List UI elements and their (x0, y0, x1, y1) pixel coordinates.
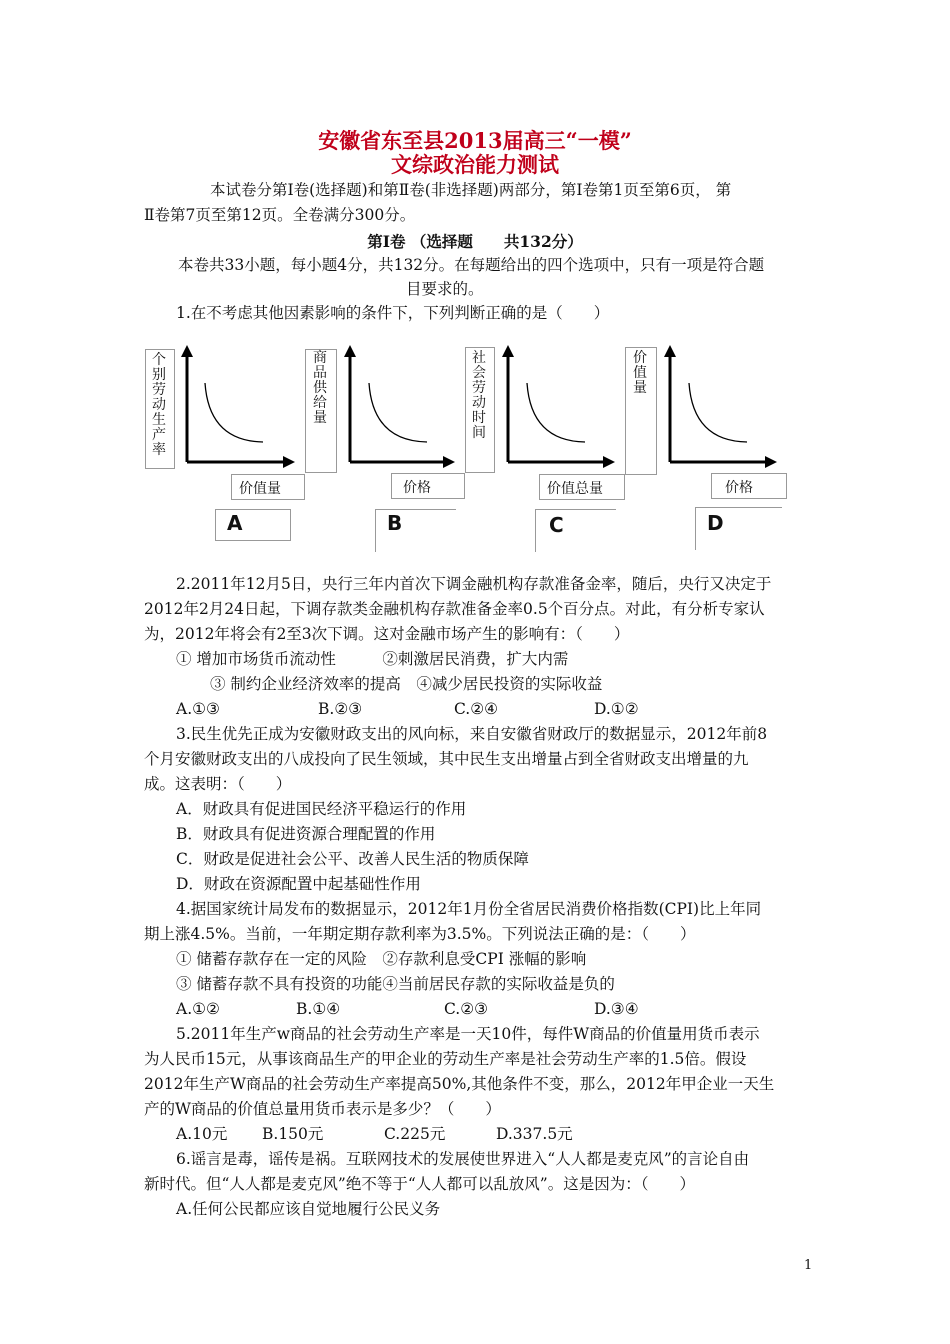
graph-d-xlabel: 价格 (725, 480, 753, 496)
graph-b-axes (305, 343, 465, 473)
graph-a (145, 343, 305, 553)
graph-c-letter-box (535, 509, 616, 552)
q2-option-1: ① 增加市场货币流动性 ②刺激居民消费，扩大内需 (176, 650, 569, 668)
graph-b-ylabel: 商品供给量 (313, 350, 327, 426)
section-heading: 第Ⅰ卷 （选择题 共132分） (367, 232, 583, 251)
graph-a-ylabel: 个别劳动生产率 (152, 352, 166, 458)
title-line-2: 文综政治能力测试 (391, 152, 559, 177)
q4-line-2: 期上涨4.5%。当前，一年期定期存款利率为3.5%。下列说法正确的是：（ ） (144, 925, 696, 943)
q6-line-2: 新时代。但“人人都是麦克风”绝不等于“人人都可以乱放风”。这是因为：（ ） (144, 1175, 695, 1193)
page-number: 1 (804, 1258, 813, 1273)
q6-option-a: A.任何公民都应该自觉地履行公民义务 (176, 1200, 441, 1218)
q4-line-1: 4.据国家统计局发布的数据显示，2012年1月份全省居民消费价格指数(CPI)比上年同 (176, 900, 762, 918)
intro-line-2: Ⅱ卷第7页至第12页。全卷满分300分。 (144, 206, 416, 224)
q3-line-1: 3.民生优先正成为安徽财政支出的风向标，来自安徽省财政厅的数据显示，2012年前8 (176, 725, 768, 743)
q6-line-1: 6.谣言是毒，谣传是祸。互联网技术的发展使世界进入“人人都是麦克风”的言论自由 (176, 1150, 750, 1168)
q5-line-4: 产的W商品的价值总量用货币表示是多少？（ ） (144, 1100, 501, 1118)
graph-c-axes (465, 343, 625, 473)
q2-choice-b: B.②③ (318, 700, 363, 718)
q2-line-2: 2012年2月24日起，下调存款类金融机构存款准备金率0.5个百分点。对此，有分析专家认 (144, 600, 765, 618)
q4-choice-c: C.②③ (444, 1000, 489, 1018)
q4-option-1: ① 储蓄存款存在一定的风险 ②存款利息受CPI 涨幅的影响 (176, 950, 587, 968)
graph-d-ylabel: 价值量 (633, 350, 647, 396)
q5-choice-a: A.10元 (176, 1125, 228, 1143)
q5-choice-d: D.337.5元 (496, 1125, 573, 1143)
q2-option-2: ③ 制约企业经济效率的提高 ④减少居民投资的实际收益 (210, 675, 603, 693)
graph-b-xlabel: 价格 (403, 480, 431, 496)
q5-line-3: 2012年生产W商品的社会劳动生产率提高50%,其他条件不变，那么，2012年甲企业一天生 (144, 1075, 775, 1093)
q2-line-3: 为，2012年将会有2至3次下调。这对金融市场产生的影响有：（ ） (144, 625, 630, 643)
section-desc-2: 目要求的。 (406, 280, 484, 298)
q4-choice-a: A.①② (176, 1000, 220, 1018)
q2-choice-a: A.①③ (176, 700, 220, 718)
q5-choice-b: B.150元 (262, 1125, 324, 1143)
q3-option-c: C．财政是促进社会公平、改善人民生活的物质保障 (176, 850, 529, 868)
graph-c (465, 343, 625, 553)
q3-line-3: 成。这表明：（ ） (144, 775, 292, 793)
graph-b (305, 343, 465, 553)
section-desc-1: 本卷共33小题，每小题4分，共132分。在每题给出的四个选项中，只有一项是符合题 (178, 256, 765, 274)
q3-option-b: B．财政具有促进资源合理配置的作用 (176, 825, 436, 843)
q4-choice-b: B.①④ (296, 1000, 341, 1018)
q3-option-a: A．财政具有促进国民经济平稳运行的作用 (176, 800, 467, 818)
graph-c-letter: C (549, 513, 564, 537)
q1-stem: 1.在不考虑其他因素影响的条件下，下列判断正确的是（ ） (176, 304, 610, 322)
title-line-1: 安徽省东至县2013届高三“一模” (318, 128, 632, 153)
q3-line-2: 个月安徽财政支出的八成投向了民生领域，其中民生支出增量占到全省财政支出增量的九 (144, 750, 749, 768)
graph-d-axes (625, 343, 787, 473)
q2-line-1: 2.2011年12月5日，央行三年内首次下调金融机构存款准备金率，随后，央行又决定于 (176, 575, 772, 593)
graph-c-xlabel: 价值总量 (547, 481, 603, 497)
intro-line-1: 本试卷分第Ⅰ卷(选择题)和第Ⅱ卷(非选择题)两部分，第Ⅰ卷第1页至第6页， 第 (210, 181, 732, 199)
q2-choice-d: D.①② (594, 700, 639, 718)
q3-option-d: D．财政在资源配置中起基础性作用 (176, 875, 421, 893)
graph-d-letter: D (707, 511, 724, 535)
q4-option-2: ③ 储蓄存款不具有投资的功能④当前居民存款的实际收益是负的 (176, 975, 615, 993)
q2-choice-c: C.②④ (454, 700, 499, 718)
graph-a-xlabel: 价值量 (239, 481, 281, 497)
graph-c-ylabel: 社会劳动时间 (472, 350, 486, 441)
q4-choice-d: D.③④ (594, 1000, 639, 1018)
graph-a-letter: A (227, 511, 243, 535)
graph-d (625, 343, 787, 553)
q5-choice-c: C.225元 (384, 1125, 446, 1143)
graph-a-axes (145, 343, 305, 473)
q5-line-1: 5.2011年生产w商品的社会劳动生产率是一天10件，每件W商品的价值量用货币表示 (176, 1025, 760, 1043)
q5-line-2: 为人民币15元，从事该商品生产的甲企业的劳动生产率是社会劳动生产率的1.5倍。假设 (144, 1050, 747, 1068)
graph-b-letter: B (387, 511, 403, 535)
